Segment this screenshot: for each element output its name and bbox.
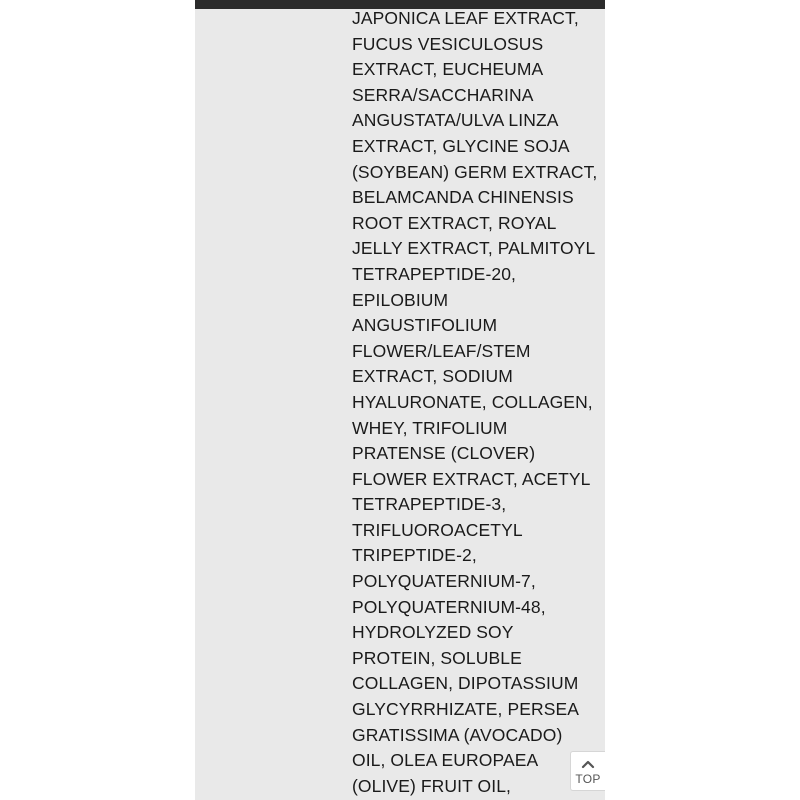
ingredient-line: WHEY, TRIFOLIUM: [352, 417, 508, 438]
ingredient-line: COLLAGEN, DIPOTASSIUM: [352, 673, 579, 694]
ingredient-line: (SOYBEAN) GERM EXTRACT,: [352, 161, 598, 182]
ingredient-line: PRATENSE (CLOVER): [352, 443, 536, 464]
ingredient-line: JELLY EXTRACT, PALMITOYL: [352, 238, 596, 259]
ingredient-line: EXTRACT, EUCHEUMA: [352, 59, 544, 80]
ingredient-line: ROOT EXTRACT, ROYAL: [352, 212, 557, 233]
ingredient-line: HYDROLYZED SOY: [352, 622, 514, 643]
ingredient-line: EPILOBIUM: [352, 289, 449, 310]
ingredient-line: TETRAPEPTIDE-3,: [352, 494, 507, 515]
ingredient-line: TETRAPEPTIDE-20,: [352, 263, 516, 284]
ingredient-line: ANGUSTIFOLIUM: [352, 315, 498, 336]
back-to-top-label: TOP: [575, 772, 601, 786]
ingredients-list: [352, 6, 604, 799]
ingredient-line: EXTRACT, GLYCINE SOJA: [352, 135, 570, 156]
ingredient-line: (OLIVE) FRUIT OIL,: [352, 775, 512, 796]
ingredient-line: POLYQUATERNIUM-48,: [352, 596, 546, 617]
phone-screen: [195, 0, 605, 800]
ingredient-line: TRIFLUOROACETYL: [352, 519, 523, 540]
ingredient-line: BELAMCANDA CHINENSIS: [352, 187, 574, 208]
chevron-up-icon: [571, 756, 605, 768]
back-to-top-button[interactable]: [570, 751, 605, 791]
ingredient-line: SERRA/SACCHARINA: [352, 84, 534, 105]
ingredient-line: FLOWER/LEAF/STEM: [352, 340, 531, 361]
ingredient-line: FLOWER EXTRACT, ACETYL: [352, 468, 591, 489]
ingredient-line: FUCUS VESICULOSUS: [352, 33, 544, 54]
ingredient-line: OIL, OLEA EUROPAEA: [352, 750, 539, 771]
ingredient-line: JAPONICA LEAF EXTRACT,: [352, 8, 579, 28]
ingredient-line: PROTEIN, SOLUBLE: [352, 647, 522, 668]
ingredient-line: POLYQUATERNIUM-7,: [352, 571, 536, 592]
ingredient-line: GRATISSIMA (AVOCADO): [352, 724, 563, 745]
ingredient-line: ANGUSTATA/ULVA LINZA: [352, 110, 559, 131]
ingredient-line: EXTRACT, SODIUM: [352, 366, 513, 387]
ingredient-line: GLYCYRRHIZATE, PERSEA: [352, 699, 580, 720]
ingredient-line: TRIPEPTIDE-2,: [352, 545, 477, 566]
ingredient-line: HYALURONATE, COLLAGEN,: [352, 391, 593, 412]
